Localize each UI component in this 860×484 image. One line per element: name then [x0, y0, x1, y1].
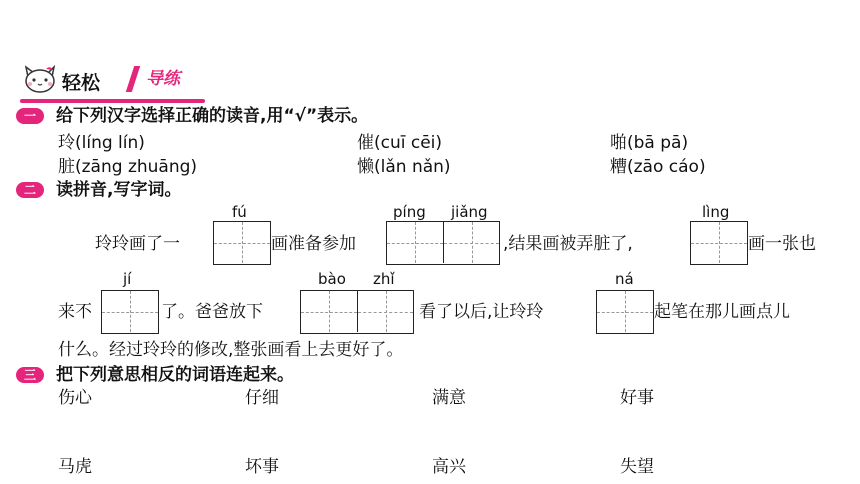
q3-word[interactable]: 伤心: [58, 388, 92, 408]
section-3-instruction: 把下列意思相反的词语连起来。: [56, 365, 294, 385]
pinyin-label: fú: [232, 203, 247, 221]
tianzige-box[interactable]: [596, 290, 654, 334]
q2-text: ,结果画被弄脏了,: [503, 234, 633, 254]
q2-text: 画一张也: [748, 234, 816, 254]
q3-word[interactable]: 仔细: [245, 388, 279, 408]
q3-word[interactable]: 坏事: [245, 457, 279, 477]
pinyin-label: zhǐ: [373, 270, 395, 288]
q2-text: 了。爸爸放下: [161, 302, 263, 322]
tianzige-box[interactable]: [101, 290, 159, 334]
section-1-badge: 一: [16, 108, 44, 124]
section-2-badge: 二: [16, 182, 44, 198]
tianzige-box[interactable]: [300, 290, 414, 334]
q2-text: 看了以后,让玲玲: [419, 302, 544, 322]
pinyin-label: bào: [318, 270, 346, 288]
header-underline: [20, 99, 205, 103]
q1-item: 懒(lǎn nǎn): [357, 157, 451, 177]
q2-text: 起笔在那儿画点儿: [654, 302, 790, 322]
q3-word[interactable]: 马虎: [58, 457, 92, 477]
pinyin-label: jiǎng: [451, 203, 488, 221]
q1-item: 糟(zāo cáo): [610, 157, 706, 177]
q2-text: 画准备参加: [271, 234, 356, 254]
tianzige-box[interactable]: [690, 221, 748, 265]
section-1-instruction: 给下列汉字选择正确的读音,用“√”表示。: [56, 106, 369, 126]
tianzige-box[interactable]: [386, 221, 500, 265]
section-3-badge: 三: [16, 367, 44, 383]
pinyin-label: ná: [615, 270, 634, 288]
q1-item: 啪(bā pā): [610, 133, 689, 153]
cat-mascot-icon: [22, 65, 58, 95]
q3-word[interactable]: 高兴: [432, 457, 466, 477]
q3-word[interactable]: 满意: [432, 388, 466, 408]
pinyin-label: lìng: [702, 203, 730, 221]
tianzige-box[interactable]: [213, 221, 271, 265]
section-2-instruction: 读拼音,写字词。: [56, 180, 182, 200]
q2-text: 什么。经过玲玲的修改,整张画看上去更好了。: [58, 340, 404, 360]
q2-text: 来不: [58, 302, 92, 322]
q3-word[interactable]: 好事: [620, 388, 654, 408]
header-tag: 导练: [146, 69, 180, 89]
pinyin-label: jí: [123, 270, 132, 288]
q2-text: 玲玲画了一: [95, 234, 180, 254]
pinyin-label: píng: [393, 203, 426, 221]
header-title: 轻松: [62, 72, 101, 94]
q3-word[interactable]: 失望: [620, 457, 654, 477]
q1-item: 玲(líng lín): [58, 133, 145, 153]
q1-item: 催(cuī cēi): [357, 133, 443, 153]
q1-item: 脏(zāng zhuāng): [58, 157, 198, 177]
